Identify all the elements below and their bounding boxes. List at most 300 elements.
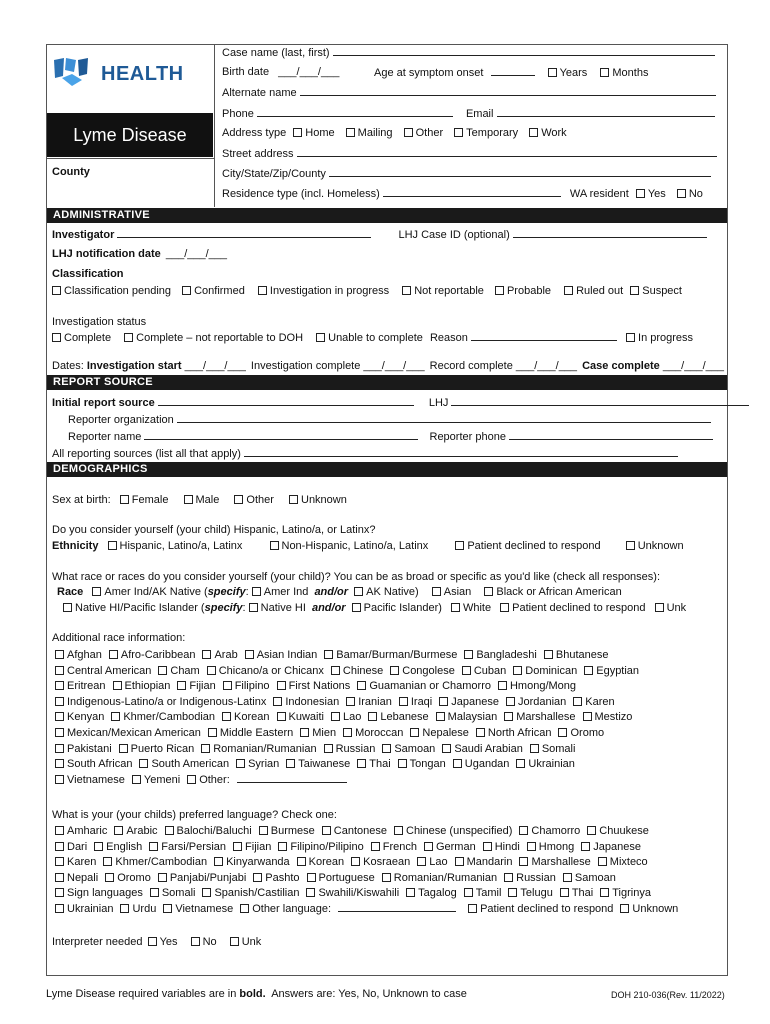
reporter-name-row [68,430,713,444]
language-option-other-language[interactable] [240,902,331,916]
race-checkbox[interactable] [208,728,217,737]
language-option-label: Japanese [593,840,641,853]
email-field[interactable] [497,107,715,117]
race-checkbox[interactable] [506,697,515,706]
address-temporary-checkbox[interactable] [454,128,463,137]
race-option-arab[interactable] [202,648,237,662]
race-option-samoan[interactable] [382,742,435,756]
race-unk-checkbox[interactable] [655,603,664,612]
residence-field[interactable] [383,187,561,197]
race-option-indonesian[interactable] [273,695,339,709]
language-checkbox[interactable] [508,888,517,897]
reason-field[interactable] [471,331,617,341]
language-checkbox[interactable] [165,826,174,835]
race-checkbox[interactable] [236,759,245,768]
race-checkbox[interactable] [462,666,471,675]
race-option-oromo[interactable] [558,726,604,740]
race-option-filipino[interactable] [223,679,270,693]
race-option-dominican[interactable] [513,664,577,678]
race-option-marshallese[interactable] [504,710,575,724]
race-option-syrian[interactable] [236,757,279,771]
race-option-karen[interactable] [573,695,614,709]
language-option-oromo[interactable] [105,871,151,885]
race-option-pakistani[interactable] [55,742,112,756]
report-lhj-field[interactable] [451,396,749,406]
race-option-bamar-burman-burmese[interactable] [324,648,457,662]
race-checkbox[interactable] [324,650,333,659]
language-option-japanese[interactable] [581,840,641,854]
months-checkbox[interactable] [600,68,609,77]
class-probable-checkbox[interactable] [495,286,504,295]
race-checkbox[interactable] [573,697,582,706]
race-nhpi-checkbox[interactable] [63,603,72,612]
race-checkbox[interactable] [498,681,507,690]
race-checkbox[interactable] [584,666,593,675]
reporter-name-field[interactable] [144,430,418,440]
status-complete-checkbox[interactable] [52,333,61,342]
race-option-romanian-rumanian[interactable] [201,742,316,756]
race-checkbox[interactable] [410,728,419,737]
status-in-progress-checkbox[interactable] [626,333,635,342]
race-checkbox[interactable] [245,650,254,659]
initial-report-field[interactable] [158,396,414,406]
language-checkbox[interactable] [417,857,426,866]
race-checkbox[interactable] [331,712,340,721]
race-checkbox[interactable] [357,681,366,690]
language-option-telugu[interactable] [508,886,552,900]
language-option-hindi[interactable] [483,840,520,854]
street-field[interactable] [297,147,717,157]
race-option-moroccan[interactable] [343,726,403,740]
race-option-cham[interactable] [158,664,199,678]
race-checkbox[interactable] [442,744,451,753]
race-checkbox[interactable] [464,650,473,659]
language-option-sign-languages[interactable] [55,886,143,900]
language-option-urdu[interactable] [120,902,156,916]
language-checkbox[interactable] [560,888,569,897]
race-option-fijian[interactable] [177,679,215,693]
language-checkbox[interactable] [406,888,415,897]
race-option-hmong-mong[interactable] [498,679,576,693]
class-ruled-out-checkbox[interactable] [564,286,573,295]
race-option-first-nations[interactable] [277,679,351,693]
race-option-lebanese[interactable] [368,710,428,724]
race-pac-isl-checkbox[interactable] [352,603,361,612]
race-option-afghan[interactable] [55,648,102,662]
language-checkbox[interactable] [527,842,536,851]
language-checkbox[interactable] [587,826,596,835]
language-checkbox[interactable] [563,873,572,882]
race-checkbox[interactable] [277,681,286,690]
language-option-lao[interactable] [417,855,447,869]
race-option-bangladeshi[interactable] [464,648,537,662]
race-checkbox[interactable] [177,681,186,690]
race-amer-ind-checkbox[interactable] [92,587,101,596]
language-option-dari[interactable] [55,840,87,854]
investigation-complete-field[interactable]: ___/___/___ [363,360,425,372]
language-option-filipino-pilipino[interactable] [278,840,363,854]
race-checkbox[interactable] [357,759,366,768]
status-unable-checkbox[interactable] [316,333,325,342]
race-option-ethiopian[interactable] [113,679,171,693]
language-checkbox[interactable] [483,842,492,851]
language-checkbox[interactable] [581,842,590,851]
language-option-pashto[interactable] [253,871,299,885]
language-checkbox[interactable] [55,842,64,851]
class-pending-checkbox[interactable] [52,286,61,295]
language-option-romanian-rumanian[interactable] [382,871,497,885]
race-checkbox[interactable] [399,697,408,706]
language-checkbox[interactable] [55,904,64,913]
language-option-marshallese[interactable] [519,855,590,869]
race-checkbox[interactable] [436,712,445,721]
race-checkbox[interactable] [55,681,64,690]
race-native-hi-checkbox[interactable] [249,603,258,612]
language-checkbox[interactable] [307,873,316,882]
race-option-korean[interactable] [222,710,269,724]
race-option-iranian[interactable] [346,695,392,709]
race-checkbox[interactable] [390,666,399,675]
language-option-tamil[interactable] [464,886,502,900]
race-checkbox[interactable] [132,775,141,784]
city-field[interactable] [329,167,711,177]
race-option-japanese[interactable] [439,695,499,709]
race-checkbox[interactable] [223,681,232,690]
race-checkbox[interactable] [222,712,231,721]
language-option-mandarin[interactable] [455,855,513,869]
race-option-cuban[interactable] [462,664,506,678]
race-checkbox[interactable] [55,728,64,737]
language-option-ukrainian[interactable] [55,902,113,916]
race-checkbox[interactable] [202,650,211,659]
language-option-swahili-kiswahili[interactable] [306,886,399,900]
language-declined-option[interactable] [468,902,613,916]
race-amer-ind-specific-checkbox[interactable] [252,587,261,596]
race-option-eritrean[interactable] [55,679,106,693]
race-checkbox[interactable] [331,666,340,675]
language-option-mixteco[interactable] [598,855,648,869]
language-checkbox[interactable] [55,888,64,897]
language-checkbox[interactable] [259,826,268,835]
language-option-nepali[interactable] [55,871,98,885]
status-not-reportable-checkbox[interactable] [124,333,133,342]
race-option-south-american[interactable] [139,757,229,771]
language-checkbox[interactable] [240,904,249,913]
language-option-english[interactable] [94,840,142,854]
sex-female-checkbox[interactable] [120,495,129,504]
language-option-khmer-cambodian[interactable] [103,855,207,869]
race-option-thai[interactable] [357,757,390,771]
race-checkbox[interactable] [513,666,522,675]
race-checkbox[interactable] [207,666,216,675]
race-checkbox[interactable] [109,650,118,659]
race-checkbox[interactable] [439,697,448,706]
race-option-khmer-cambodian[interactable] [111,710,215,724]
race-other-field[interactable] [237,773,347,783]
language-option-chamorro[interactable] [519,824,580,838]
race-declined-checkbox[interactable] [500,603,509,612]
race-checkbox[interactable] [583,712,592,721]
language-checkbox[interactable] [519,826,528,835]
investigation-start-field[interactable]: ___/___/___ [184,360,246,372]
race-option-russian[interactable] [324,742,376,756]
race-option-central-american[interactable] [55,664,151,678]
race-option-afro-caribbean[interactable] [109,648,196,662]
reporter-phone-field[interactable] [509,430,713,440]
class-confirmed-checkbox[interactable] [182,286,191,295]
language-checkbox[interactable] [55,857,64,866]
race-ak-native-checkbox[interactable] [354,587,363,596]
race-option-bhutanese[interactable] [544,648,609,662]
language-option-burmese[interactable] [259,824,315,838]
language-checkbox[interactable] [278,842,287,851]
alternate-name-field[interactable] [300,86,716,96]
sex-male-checkbox[interactable] [184,495,193,504]
language-option-farsi-persian[interactable] [149,840,226,854]
language-checkbox[interactable] [163,904,172,913]
race-checkbox[interactable] [530,744,539,753]
language-checkbox[interactable] [103,857,112,866]
language-option-arabic[interactable] [114,824,157,838]
address-mailing-checkbox[interactable] [346,128,355,137]
race-option-mien[interactable] [300,726,336,740]
race-checkbox[interactable] [55,744,64,753]
race-checkbox[interactable] [504,712,513,721]
birth-date-field[interactable]: ___/___/___ [278,66,340,78]
language-option-portuguese[interactable] [307,871,375,885]
race-option-label: Lao [342,711,362,724]
language-checkbox[interactable] [55,826,64,835]
phone-field[interactable] [257,107,453,117]
race-option-mestizo[interactable] [583,710,633,724]
language-checkbox[interactable] [150,888,159,897]
race-option-guamanian-or-chamorro[interactable] [357,679,491,693]
language-checkbox[interactable] [600,888,609,897]
language-option-thai[interactable] [560,886,593,900]
language-option-vietnamese[interactable] [163,902,233,916]
language-checkbox[interactable] [158,873,167,882]
language-option-russian[interactable] [504,871,556,885]
language-checkbox[interactable] [519,857,528,866]
interpreter-yes-checkbox[interactable] [148,937,157,946]
language-checkbox[interactable] [382,873,391,882]
language-option-hmong[interactable] [527,840,574,854]
race-checkbox[interactable] [55,759,64,768]
language-option-korean[interactable] [297,855,344,869]
reporter-org-field[interactable] [177,413,711,423]
language-unknown-option[interactable] [620,902,678,916]
race-checkbox[interactable] [273,697,282,706]
race-checkbox[interactable] [119,744,128,753]
language-option-spanish-castilian[interactable] [202,886,299,900]
race-option-asian-indian[interactable] [245,648,318,662]
race-option-chinese[interactable] [331,664,383,678]
lhj-notification-field[interactable]: ___/___/___ [165,248,228,260]
race-checkbox[interactable] [398,759,407,768]
case-complete-field[interactable]: ___/___/___ [662,360,724,372]
sex-other-checkbox[interactable] [234,495,243,504]
race-checkbox[interactable] [558,728,567,737]
race-option-mexican-mexican-american[interactable] [55,726,201,740]
race-checkbox[interactable] [300,728,309,737]
race-option-tongan[interactable] [398,757,446,771]
language-checkbox[interactable] [464,888,473,897]
language-declined-label: Patient declined to respond [480,903,614,915]
language-checkbox[interactable] [114,826,123,835]
language-checkbox[interactable] [120,904,129,913]
interpreter-unk-checkbox[interactable] [230,937,239,946]
interpreter-no-checkbox[interactable] [191,937,200,946]
language-checkbox[interactable] [394,826,403,835]
race-checkbox[interactable] [453,759,462,768]
language-checkbox[interactable] [598,857,607,866]
wa-resident-no-checkbox[interactable] [677,189,686,198]
race-option-congolese[interactable] [390,664,455,678]
class-in-progress-checkbox[interactable] [258,286,267,295]
language-option-fijian[interactable] [233,840,271,854]
language-checkbox[interactable] [233,842,242,851]
race-checkbox[interactable] [113,681,122,690]
race-checkbox[interactable] [476,728,485,737]
language-option-chinese-unspecified[interactable] [394,824,512,838]
race-checkbox[interactable] [55,697,64,706]
race-option-yemeni[interactable] [132,773,180,787]
race-asian-checkbox[interactable] [432,587,441,596]
language-option-somali[interactable] [150,886,196,900]
race-option-south-african[interactable] [55,757,132,771]
language-checkbox[interactable] [351,857,360,866]
language-checkbox[interactable] [504,873,513,882]
race-checkbox[interactable] [55,712,64,721]
race-option-vietnamese[interactable] [55,773,125,787]
language-option-cantonese[interactable] [322,824,387,838]
language-checkbox[interactable] [253,873,262,882]
race-option-egyptian[interactable] [584,664,639,678]
race-checkbox[interactable] [382,744,391,753]
years-checkbox[interactable] [548,68,557,77]
address-other-checkbox[interactable] [404,128,413,137]
case-name-field[interactable] [333,46,715,56]
ethnicity-unknown-checkbox[interactable] [626,541,635,550]
race-checkbox[interactable] [544,650,553,659]
age-onset-field[interactable] [491,66,535,76]
sex-unknown-checkbox[interactable] [289,495,298,504]
race-checkbox[interactable] [286,759,295,768]
race-white-checkbox[interactable] [451,603,460,612]
language-checkbox[interactable] [297,857,306,866]
language-option-kosraean[interactable] [351,855,410,869]
race-checkbox[interactable] [55,666,64,675]
language-checkbox[interactable] [149,842,158,851]
race-option-malaysian[interactable] [436,710,498,724]
ethnicity-non-hispanic-checkbox[interactable] [270,541,279,550]
language-option-tigrinya[interactable] [600,886,651,900]
race-option-taiwanese[interactable] [286,757,350,771]
language-checkbox[interactable] [202,888,211,897]
ethnicity-declined-checkbox[interactable] [455,541,464,550]
language-option-french[interactable] [371,840,417,854]
race-checkbox[interactable] [346,697,355,706]
language-checkbox[interactable] [94,842,103,851]
language-checkbox[interactable] [424,842,433,851]
language-option-german[interactable] [424,840,476,854]
language-checkbox[interactable] [371,842,380,851]
wa-resident-yes-checkbox[interactable] [636,189,645,198]
race-checkbox[interactable] [158,666,167,675]
language-checkbox[interactable] [322,826,331,835]
race-option-kenyan[interactable] [55,710,104,724]
race-option-saudi-arabian[interactable] [442,742,523,756]
all-sources-field[interactable] [244,447,678,457]
race-option-kuwaiti[interactable] [277,710,324,724]
race-checkbox[interactable] [55,650,64,659]
language-option-karen[interactable] [55,855,96,869]
race-checkbox[interactable] [111,712,120,721]
language-checkbox[interactable] [455,857,464,866]
language-option-samoan[interactable] [563,871,616,885]
race-option-middle-eastern[interactable] [208,726,293,740]
race-option-iraqi[interactable] [399,695,432,709]
race-option-north-african[interactable] [476,726,552,740]
class-not-reportable-checkbox[interactable] [402,286,411,295]
race-checkbox[interactable] [516,759,525,768]
race-checkbox[interactable] [324,744,333,753]
address-work-checkbox[interactable] [529,128,538,137]
race-checkbox[interactable] [187,775,196,784]
class-suspect-checkbox[interactable] [630,286,639,295]
investigator-field[interactable] [117,228,371,238]
race-checkbox[interactable] [55,775,64,784]
language-option-amharic[interactable] [55,824,107,838]
language-checkbox[interactable] [306,888,315,897]
language-declined-checkbox[interactable] [468,904,477,913]
language-checkbox[interactable] [55,873,64,882]
language-option-balochi-baluchi[interactable] [165,824,252,838]
race-option-label: Filipino [234,680,270,693]
race-option-somali[interactable] [530,742,576,756]
race-option-lao[interactable] [331,710,361,724]
race-option-nepalese[interactable] [410,726,468,740]
language-checkbox[interactable] [105,873,114,882]
race-option-indigenous-latino-a-or-indigenous-latinx[interactable] [55,695,266,709]
address-home-checkbox[interactable] [293,128,302,137]
race-checkbox[interactable] [139,759,148,768]
race-option-other[interactable] [187,773,230,787]
race-option-ugandan[interactable] [453,757,510,771]
language-option-tagalog[interactable] [406,886,457,900]
language-option-panjabi-punjabi[interactable] [158,871,246,885]
race-checkbox[interactable] [368,712,377,721]
lhj-case-id-field[interactable] [513,228,707,238]
language-checkbox[interactable] [214,857,223,866]
race-checkbox[interactable] [277,712,286,721]
race-row [55,742,582,756]
language-option-kinyarwanda[interactable] [214,855,290,869]
race-option-puerto-rican[interactable] [119,742,195,756]
race-checkbox[interactable] [201,744,210,753]
language-other-field[interactable] [338,902,456,912]
language-unknown-checkbox[interactable] [620,904,629,913]
race-checkbox[interactable] [343,728,352,737]
record-complete-field[interactable]: ___/___/___ [515,360,578,372]
race-option-label: Iraqi [410,695,433,708]
language-option-chuukese[interactable] [587,824,649,838]
race-option-jordanian[interactable] [506,695,566,709]
ethnicity-hispanic-checkbox[interactable] [108,541,117,550]
race-option-ukrainian[interactable] [516,757,574,771]
race-black-checkbox[interactable] [484,587,493,596]
race-option-chicano-a-or-chicanx[interactable] [207,664,324,678]
